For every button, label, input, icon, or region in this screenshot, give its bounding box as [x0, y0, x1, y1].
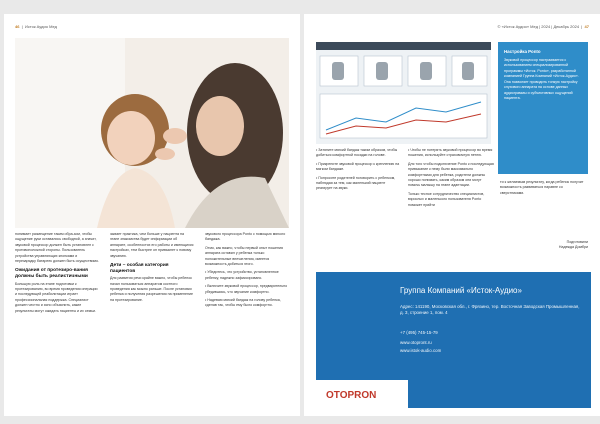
right-page-header: © «Исток Аудио» Мед | 2024 | Декабрь 2024 | 47 — [497, 24, 589, 29]
right-col-3 — [500, 180, 588, 196]
paragraph: звукового процессора Ponto с помощью мягкого бандажа. — [205, 232, 286, 242]
section-heading: Ожидания от протезиро-вания должны быть реалистичными — [15, 268, 88, 280]
left-col-2 — [110, 232, 194, 303]
ad-title: Группа Компаний «Исток-Аудио» — [400, 286, 522, 295]
signature — [500, 240, 588, 251]
signature-line-1: Подготовили — [566, 240, 588, 244]
list-item: • Прикрепите звуковой процессор к креплению на мягком бандаже. — [316, 161, 400, 172]
ad-brand: OTOPRON — [326, 390, 377, 401]
paragraph: Отмо, как важно, чтобы первый опыт ношения аппарата оставил у ребенка только положительные впечатления, имеется возможность добиться этого. — [205, 245, 283, 267]
list-item: • Включите звуковой процессор, предварительно убедившись, что звучание комфортно. — [205, 284, 288, 294]
software-screenshot — [316, 42, 491, 144]
paragraph: зывает практика, чем больше у пациента на этапе знакомства будет информации об аппарате, особенностях его работы и имеющихся настройках, тем быстрее он привыкнет к новому звучанию. — [110, 232, 194, 258]
left-page — [4, 14, 300, 416]
left-col-1 — [15, 232, 99, 314]
page-number-right: 47 — [584, 24, 589, 29]
right-page — [304, 14, 600, 416]
right-col-1 — [316, 148, 402, 192]
signature-line-2: Надежда Домбри — [558, 245, 588, 250]
right-col-2 — [408, 148, 494, 208]
ad-address: Адрес: 141190, Московская обл., г. Фрязино, тер. Восточная Заводская Промышленная, д. 3, строение 1, пом. 4 — [400, 304, 580, 315]
page-number-left: 46 — [15, 24, 20, 29]
ad-site-2[interactable]: www.istok-audio.com — [400, 348, 442, 353]
paragraph: Большую роль на этапе подготовки к протезированию, во время проведения операции и последующей реабилитации играет профессиональная поддержка. Специалист должен честно и ясно объяснить, какие результаты могут ожидать пациенты и их семьи. — [15, 281, 98, 313]
section-heading: Дети – особая категория пациентов — [110, 263, 169, 274]
left-col-3 — [205, 232, 289, 309]
paragraph: Только тесное сотрудничество специалистов, взрослых и маленького пользователя Ponto поможет прийти — [408, 191, 485, 207]
advertisement — [316, 272, 591, 408]
magazine-title-left: Исток Аудио Мед — [24, 24, 57, 29]
paragraph: Для развития речи крайне важно, чтобы ребенок начал пользоваться аппаратом костного проведения как можно раньше. После установки ребенка и получения разрешения на применение на протезирование. — [110, 276, 193, 302]
paragraph: ти к желаемым результату, когда ребенок получит возможность развиваться наравне со сверстниками. — [500, 180, 584, 195]
sidebar-title: Настройка Ponto — [504, 49, 541, 54]
list-item: • Попросите родителей поговорить с ребенком, наблюдая за тем, как маленький пациент реагирует на звуки. — [316, 175, 396, 191]
list-item: • Чтобы не потерять звуковой процессор во время ношения, используйте страховочную петлю. — [408, 148, 493, 158]
ad-logo — [316, 380, 408, 408]
otopron-logo-icon — [316, 380, 408, 408]
left-page-header: 46 | Исток Аудио Мед — [15, 24, 57, 29]
photo-girl-with-mother — [15, 38, 289, 228]
article-photo — [15, 38, 289, 228]
paragraph: понимает размещение таким обра-зом, чтобы ощущение руки оставались свободной, а значит, звуковой процессор должен быть установлен с противоположной стороны. Пользователь устройства управляющих кнопками и перезарядку батареек должен быть осуществимо. — [15, 232, 99, 264]
sidebar-text: Звуковой процессор настраивается с использованием специализированной программы «Исток. Ponto», разработанной компанией Группа Компаний «Исток-Аудио». Она позволяет проводить тонкую настройку слухового аппарата на основе данных аудиограммы и субъективных ощущений пациента. — [504, 57, 579, 100]
screenshot-graphic — [316, 42, 491, 144]
ad-phone[interactable]: +7 (495) 745-15-79 — [400, 330, 438, 335]
magazine-title-right: © «Исток Аудио» Мед | 2024 | Декабрь 2024 — [497, 24, 580, 29]
list-item: • Затяните мягкий бандаж таким образом, чтобы добиться комфортной посадки на голове. — [316, 148, 398, 158]
sidebar-box — [498, 42, 588, 174]
list-item: • Убедитесь, что устройство, установленное ребенку, надежно зафиксировано. — [205, 270, 279, 280]
ad-site-1[interactable]: www.otopront.ru — [400, 340, 432, 345]
paragraph: Для того чтобы подключение Ponto к последующая привыкание к нему были максимально комфортными для ребенка, родители должны хорошо понимать, каким образом они могут помочь малышу на этапе адаптации. — [408, 161, 494, 188]
list-item: • Надеваю мягкий бандаж на голову ребенка, сделав так, чтобы ему было комфортно. — [205, 298, 281, 308]
